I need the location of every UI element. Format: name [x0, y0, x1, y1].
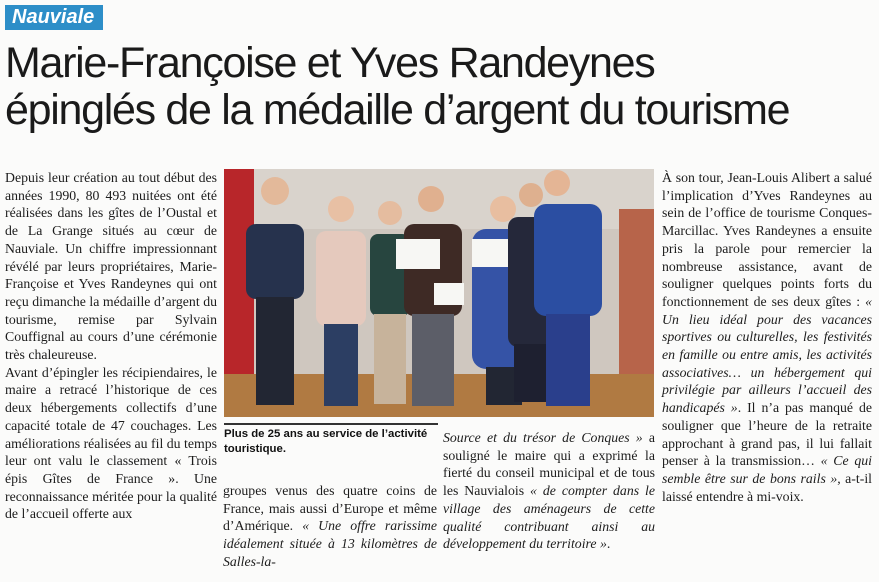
headline: [5, 40, 875, 134]
article-text: groupes venus des quatre coins de France, mais aussi d’Europe et même d’Amérique.: [223, 483, 437, 534]
article-text: .: [606, 536, 611, 552]
article-column-3: [443, 429, 655, 553]
article-text: À son tour, Jean-Louis Alibert a salué l’implication d’Yves Randeynes au sein de l’office de tourisme Conques-Marcillac. Yves Randeynes a ensuite pris la parole pour remercier la nombreuse assistance, avant de souligner quelques points forts du fonctionnement de ses deux gîtes :: [662, 170, 872, 309]
headline-line-1: Marie-Françoise et Yves Randeynes: [5, 39, 655, 87]
article-text: , a-t-il laissé entendre à mi-voix.: [662, 470, 872, 504]
article-column-1: [5, 169, 217, 523]
award-ceremony-photo: [224, 169, 654, 417]
headline-line-2: épinglés de la médaille d’argent du tourisme: [5, 86, 790, 134]
article-text: a souligné le maire qui a exprimé la fierté du conseil municipal et de tous les Nauvialois: [443, 430, 656, 499]
photo-caption: Plus de 25 ans au service de l’activité touristique.: [224, 428, 428, 455]
article-paragraph: Avant d’épingler les récipiendaires, le maire a retracé l’historique de ces deux hébergements collectifs d’une capacité totale de 47 couchages. Les améliorations réalisées au fil du temps leur ont valu le classement « Trois épis Gîtes de France ». Une reconnaissance méritée pour la qualité de l’accueil offerte aux: [5, 364, 217, 522]
section-rubric: Nauviale: [5, 5, 103, 30]
article-column-2: [223, 482, 437, 571]
article-quote: « Ce qui semble être sur de bons rails »: [662, 453, 872, 486]
article-quote: « Un lieu idéal pour des vacances sportives ou culturelles, les festivités en famille ou entre amis, les activités associatives… un hébergement qui privilégie par ailleurs l’accueil des handicapés »: [662, 293, 872, 416]
article-column-4: [662, 169, 872, 505]
article-paragraph: Depuis leur création au tout début des années 1990, 80 493 nuitées ont été réalisées dans les gîtes de l’Oustal et de La Grange situés au cœur de Nauviale. Un chiffre impressionnant révélé par leurs propriétaires, Marie-Françoise et Yves Randeynes qui ont reçu dimanche la médaille d’argent du tourisme, remise par Sylvain Couffignal au cours d’une cérémonie très chaleureuse.: [5, 170, 217, 363]
caption-rule: [224, 423, 438, 425]
article-quote: « de compter dans le village des aménageurs de cette qualité contribuant ainsi au développement du territoire »: [443, 483, 655, 552]
article-quote: « Une offre rarissime idéalement située à 13 kilomètres de Salles-la-: [223, 518, 437, 569]
article-quote: Source et du trésor de Conques »: [443, 430, 643, 445]
article-text: . Il n’a pas manqué de souligner que l’heure de la retraite approchant à grand pas, il lui fallait penser à la transmission…: [662, 400, 872, 469]
